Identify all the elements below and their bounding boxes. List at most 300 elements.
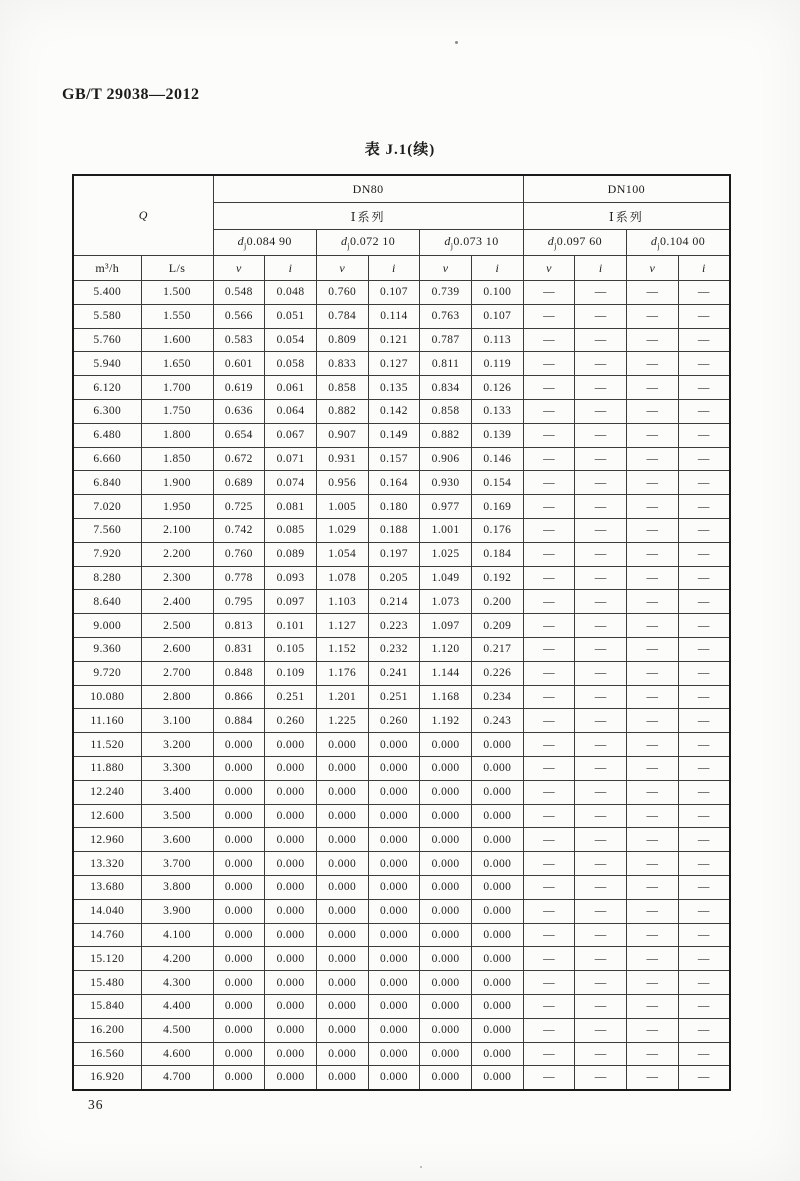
- cell-value: 0.000: [420, 1018, 472, 1042]
- header-q: Q: [73, 175, 213, 256]
- cell-value: 0.188: [368, 518, 420, 542]
- cell-flow-m3h: 13.320: [73, 852, 141, 876]
- cell-value: 0.071: [265, 447, 317, 471]
- cell-value: 0.809: [316, 328, 368, 352]
- cell-value: 0.000: [213, 1018, 265, 1042]
- cell-value: 0.784: [316, 304, 368, 328]
- cell-value: 0.931: [316, 447, 368, 471]
- cell-value: 1.127: [316, 614, 368, 638]
- diameter-symbol: d: [547, 234, 555, 249]
- cell-value: 0.654: [213, 423, 265, 447]
- cell-flow-ls: 2.800: [141, 685, 213, 709]
- cell-flow-ls: 2.600: [141, 637, 213, 661]
- cell-value: 0.000: [316, 733, 368, 757]
- cell-value: —: [575, 328, 627, 352]
- cell-value: 0.184: [471, 542, 523, 566]
- cell-value: —: [523, 661, 575, 685]
- cell-flow-m3h: 5.580: [73, 304, 141, 328]
- header-i: i: [471, 256, 523, 281]
- cell-value: 0.067: [265, 423, 317, 447]
- cell-value: —: [627, 1066, 679, 1090]
- cell-value: —: [627, 899, 679, 923]
- cell-value: —: [575, 637, 627, 661]
- cell-value: 0.000: [420, 780, 472, 804]
- table-row: [73, 614, 730, 638]
- cell-value: —: [575, 590, 627, 614]
- cell-value: 0.739: [420, 281, 472, 305]
- cell-value: 0.000: [471, 780, 523, 804]
- diameter-symbol: d: [340, 234, 348, 249]
- cell-value: 0.000: [316, 899, 368, 923]
- cell-value: —: [678, 733, 730, 757]
- hydraulic-data-table: [72, 174, 731, 1091]
- cell-value: 0.000: [368, 947, 420, 971]
- table-row: [73, 399, 730, 423]
- cell-value: 0.200: [471, 590, 523, 614]
- cell-flow-ls: 3.600: [141, 828, 213, 852]
- cell-value: 0.000: [420, 756, 472, 780]
- cell-value: —: [575, 423, 627, 447]
- cell-value: 0.209: [471, 614, 523, 638]
- table-row: [73, 518, 730, 542]
- cell-value: —: [523, 971, 575, 995]
- table-row: [73, 304, 730, 328]
- cell-value: —: [523, 947, 575, 971]
- cell-value: —: [627, 590, 679, 614]
- cell-flow-m3h: 16.920: [73, 1066, 141, 1090]
- cell-value: 0.000: [265, 994, 317, 1018]
- cell-flow-m3h: 11.880: [73, 756, 141, 780]
- table-row: [73, 542, 730, 566]
- cell-value: 0.000: [213, 828, 265, 852]
- cell-value: 0.858: [316, 376, 368, 400]
- cell-value: —: [523, 399, 575, 423]
- cell-value: 0.930: [420, 471, 472, 495]
- cell-flow-ls: 4.600: [141, 1042, 213, 1066]
- cell-value: 0.000: [368, 1018, 420, 1042]
- cell-value: —: [678, 709, 730, 733]
- header-v: v: [213, 256, 265, 281]
- cell-value: —: [627, 756, 679, 780]
- cell-value: 0.000: [471, 899, 523, 923]
- cell-value: 0.000: [420, 947, 472, 971]
- cell-flow-m3h: 16.200: [73, 1018, 141, 1042]
- cell-value: 0.956: [316, 471, 368, 495]
- cell-flow-ls: 3.900: [141, 899, 213, 923]
- cell-value: —: [627, 637, 679, 661]
- cell-flow-m3h: 14.040: [73, 899, 141, 923]
- cell-flow-ls: 1.750: [141, 399, 213, 423]
- cell-value: 0.636: [213, 399, 265, 423]
- cell-value: —: [627, 495, 679, 519]
- cell-flow-m3h: 6.480: [73, 423, 141, 447]
- cell-value: 1.201: [316, 685, 368, 709]
- cell-value: —: [575, 447, 627, 471]
- cell-value: 0.000: [368, 756, 420, 780]
- cell-value: —: [627, 542, 679, 566]
- cell-value: 0.000: [265, 828, 317, 852]
- cell-flow-ls: 1.900: [141, 471, 213, 495]
- cell-value: —: [627, 947, 679, 971]
- cell-value: 1.152: [316, 637, 368, 661]
- table-row: [73, 471, 730, 495]
- cell-value: 0.882: [316, 399, 368, 423]
- cell-value: 0.000: [420, 971, 472, 995]
- cell-flow-m3h: 6.840: [73, 471, 141, 495]
- cell-value: —: [523, 590, 575, 614]
- cell-value: 0.813: [213, 614, 265, 638]
- cell-value: 0.000: [471, 994, 523, 1018]
- cell-value: —: [575, 352, 627, 376]
- cell-flow-m3h: 8.280: [73, 566, 141, 590]
- cell-value: —: [627, 971, 679, 995]
- cell-value: 0.000: [265, 733, 317, 757]
- cell-value: —: [627, 1018, 679, 1042]
- cell-flow-m3h: 5.400: [73, 281, 141, 305]
- cell-flow-m3h: 5.760: [73, 328, 141, 352]
- cell-value: —: [678, 590, 730, 614]
- cell-value: 0.205: [368, 566, 420, 590]
- cell-value: 0.000: [471, 1042, 523, 1066]
- cell-value: —: [678, 495, 730, 519]
- cell-value: —: [523, 685, 575, 709]
- cell-value: 0.858: [420, 399, 472, 423]
- cell-value: 0.000: [471, 947, 523, 971]
- cell-value: 1.103: [316, 590, 368, 614]
- table-row: [73, 590, 730, 614]
- cell-value: 0.000: [265, 1018, 317, 1042]
- cell-value: —: [575, 709, 627, 733]
- cell-value: —: [575, 899, 627, 923]
- cell-value: —: [678, 994, 730, 1018]
- cell-value: —: [523, 471, 575, 495]
- cell-value: —: [523, 281, 575, 305]
- cell-value: 0.107: [471, 304, 523, 328]
- cell-value: 0.157: [368, 447, 420, 471]
- table-row: [73, 1042, 730, 1066]
- cell-value: —: [678, 780, 730, 804]
- cell-flow-ls: 3.100: [141, 709, 213, 733]
- cell-flow-m3h: 10.080: [73, 685, 141, 709]
- cell-value: 0.000: [213, 780, 265, 804]
- cell-value: —: [575, 281, 627, 305]
- table-row: [73, 637, 730, 661]
- cell-value: 0.725: [213, 495, 265, 519]
- cell-flow-m3h: 12.600: [73, 804, 141, 828]
- table-row: [73, 685, 730, 709]
- cell-value: —: [678, 352, 730, 376]
- cell-value: —: [523, 1018, 575, 1042]
- cell-flow-m3h: 15.480: [73, 971, 141, 995]
- cell-value: 0.760: [316, 281, 368, 305]
- table-row: [73, 852, 730, 876]
- cell-value: 0.977: [420, 495, 472, 519]
- cell-value: 0.848: [213, 661, 265, 685]
- cell-value: 1.078: [316, 566, 368, 590]
- cell-value: 0.763: [420, 304, 472, 328]
- cell-value: —: [523, 733, 575, 757]
- cell-value: 0.000: [420, 733, 472, 757]
- header-v: v: [523, 256, 575, 281]
- cell-flow-ls: 1.850: [141, 447, 213, 471]
- cell-value: 0.217: [471, 637, 523, 661]
- cell-flow-ls: 3.700: [141, 852, 213, 876]
- cell-value: 0.105: [265, 637, 317, 661]
- cell-value: —: [575, 304, 627, 328]
- cell-value: 0.831: [213, 637, 265, 661]
- cell-value: —: [627, 875, 679, 899]
- cell-value: 0.119: [471, 352, 523, 376]
- cell-value: —: [523, 1042, 575, 1066]
- cell-value: —: [523, 518, 575, 542]
- cell-flow-ls: 4.500: [141, 1018, 213, 1042]
- cell-value: —: [627, 1042, 679, 1066]
- cell-flow-m3h: 16.560: [73, 1042, 141, 1066]
- cell-value: 0.100: [471, 281, 523, 305]
- cell-value: —: [523, 875, 575, 899]
- scan-speck: [455, 41, 458, 44]
- cell-value: 0.000: [420, 923, 472, 947]
- cell-value: 0.000: [368, 733, 420, 757]
- cell-value: —: [678, 1018, 730, 1042]
- cell-value: 0.000: [316, 804, 368, 828]
- cell-value: —: [678, 518, 730, 542]
- cell-value: —: [523, 899, 575, 923]
- header-unit-ls: L/s: [141, 256, 213, 281]
- table-row: [73, 376, 730, 400]
- cell-value: 0.064: [265, 399, 317, 423]
- cell-flow-m3h: 7.920: [73, 542, 141, 566]
- cell-value: 1.029: [316, 518, 368, 542]
- cell-value: —: [627, 304, 679, 328]
- table-row: [73, 281, 730, 305]
- cell-value: 0.000: [368, 852, 420, 876]
- cell-value: —: [575, 756, 627, 780]
- header-series-dn100: Ⅰ系列: [523, 203, 730, 230]
- cell-value: 0.000: [420, 994, 472, 1018]
- cell-value: —: [678, 281, 730, 305]
- cell-flow-m3h: 15.840: [73, 994, 141, 1018]
- cell-value: —: [678, 756, 730, 780]
- page-number: 36: [88, 1097, 104, 1112]
- header-i: i: [368, 256, 420, 281]
- cell-value: 0.135: [368, 376, 420, 400]
- cell-value: 0.107: [368, 281, 420, 305]
- table-row: [73, 661, 730, 685]
- cell-value: 1.225: [316, 709, 368, 733]
- cell-value: 0.000: [471, 756, 523, 780]
- diameter-symbol: d: [650, 234, 658, 249]
- cell-value: —: [678, 852, 730, 876]
- table-row: [73, 566, 730, 590]
- cell-value: 0.074: [265, 471, 317, 495]
- cell-flow-m3h: 14.760: [73, 923, 141, 947]
- cell-value: —: [523, 709, 575, 733]
- cell-value: —: [575, 804, 627, 828]
- cell-value: 0.085: [265, 518, 317, 542]
- cell-value: —: [627, 352, 679, 376]
- cell-value: 0.149: [368, 423, 420, 447]
- cell-value: 0.133: [471, 399, 523, 423]
- cell-value: —: [523, 542, 575, 566]
- cell-value: 0.113: [471, 328, 523, 352]
- header-diameter-4: [523, 230, 626, 256]
- cell-value: —: [575, 923, 627, 947]
- cell-value: 0.000: [368, 1042, 420, 1066]
- cell-value: —: [523, 352, 575, 376]
- cell-value: 0.811: [420, 352, 472, 376]
- scan-speck: [420, 1166, 422, 1168]
- cell-value: —: [678, 1042, 730, 1066]
- cell-value: —: [678, 304, 730, 328]
- cell-value: —: [627, 685, 679, 709]
- cell-flow-ls: 1.700: [141, 376, 213, 400]
- cell-value: —: [575, 685, 627, 709]
- table-row: [73, 994, 730, 1018]
- table-row: [73, 709, 730, 733]
- cell-value: —: [575, 566, 627, 590]
- cell-flow-m3h: 15.120: [73, 947, 141, 971]
- cell-value: 0.833: [316, 352, 368, 376]
- cell-value: 0.884: [213, 709, 265, 733]
- cell-value: 0.000: [471, 1066, 523, 1090]
- table-row: [73, 328, 730, 352]
- cell-value: 0.000: [316, 1066, 368, 1090]
- cell-value: 0.000: [213, 1042, 265, 1066]
- cell-value: —: [523, 423, 575, 447]
- cell-value: 0.114: [368, 304, 420, 328]
- cell-value: 0.000: [471, 733, 523, 757]
- cell-value: 0.214: [368, 590, 420, 614]
- cell-value: —: [627, 399, 679, 423]
- cell-value: 0.000: [471, 828, 523, 852]
- diameter-subscript: j: [347, 241, 350, 251]
- cell-value: —: [627, 376, 679, 400]
- header-diameter-3: [420, 230, 523, 256]
- cell-value: —: [627, 614, 679, 638]
- cell-value: —: [575, 661, 627, 685]
- cell-value: 0.146: [471, 447, 523, 471]
- cell-flow-ls: 4.300: [141, 971, 213, 995]
- header-diameter-2: [316, 230, 419, 256]
- cell-value: 0.000: [420, 899, 472, 923]
- cell-flow-m3h: 7.560: [73, 518, 141, 542]
- cell-value: 0.000: [265, 780, 317, 804]
- cell-value: 0.907: [316, 423, 368, 447]
- cell-value: 0.000: [213, 804, 265, 828]
- cell-value: —: [523, 495, 575, 519]
- cell-value: —: [678, 447, 730, 471]
- cell-flow-ls: 1.950: [141, 495, 213, 519]
- cell-value: —: [575, 1042, 627, 1066]
- cell-flow-ls: 3.800: [141, 875, 213, 899]
- cell-value: —: [627, 780, 679, 804]
- cell-value: 0.787: [420, 328, 472, 352]
- cell-value: —: [627, 994, 679, 1018]
- cell-value: 0.121: [368, 328, 420, 352]
- cell-flow-ls: 2.400: [141, 590, 213, 614]
- cell-value: 0.000: [213, 994, 265, 1018]
- cell-value: 0.241: [368, 661, 420, 685]
- diameter-value: 0.072 10: [349, 234, 396, 249]
- cell-value: 0.000: [316, 994, 368, 1018]
- cell-value: 0.000: [368, 875, 420, 899]
- cell-value: 1.120: [420, 637, 472, 661]
- cell-flow-ls: 4.200: [141, 947, 213, 971]
- cell-value: 1.049: [420, 566, 472, 590]
- cell-value: 0.795: [213, 590, 265, 614]
- cell-value: 0.566: [213, 304, 265, 328]
- cell-value: 0.000: [316, 1042, 368, 1066]
- table-row: [73, 923, 730, 947]
- cell-value: 1.054: [316, 542, 368, 566]
- header-v: v: [420, 256, 472, 281]
- cell-value: —: [523, 304, 575, 328]
- cell-value: —: [575, 994, 627, 1018]
- header-row-dn: [73, 175, 730, 203]
- cell-value: 1.192: [420, 709, 472, 733]
- cell-flow-ls: 1.650: [141, 352, 213, 376]
- table-row: [73, 495, 730, 519]
- cell-value: 0.054: [265, 328, 317, 352]
- diameter-subscript: j: [554, 241, 557, 251]
- cell-value: 0.000: [265, 756, 317, 780]
- header-dn80: DN80: [213, 175, 523, 203]
- cell-value: 0.000: [265, 875, 317, 899]
- cell-value: —: [523, 447, 575, 471]
- cell-value: 1.073: [420, 590, 472, 614]
- table-body: [73, 281, 730, 1090]
- cell-value: 0.000: [368, 899, 420, 923]
- cell-flow-ls: 1.800: [141, 423, 213, 447]
- cell-flow-ls: 3.400: [141, 780, 213, 804]
- cell-flow-m3h: 11.160: [73, 709, 141, 733]
- cell-flow-m3h: 9.360: [73, 637, 141, 661]
- diameter-value: 0.084 90: [246, 234, 292, 249]
- cell-value: 0.048: [265, 281, 317, 305]
- header-dn100: DN100: [523, 175, 730, 203]
- cell-value: —: [575, 471, 627, 495]
- cell-value: —: [678, 376, 730, 400]
- cell-value: 0.000: [420, 852, 472, 876]
- cell-value: 0.000: [471, 852, 523, 876]
- cell-value: 0.000: [368, 994, 420, 1018]
- cell-value: 0.000: [368, 780, 420, 804]
- cell-flow-m3h: 5.940: [73, 352, 141, 376]
- cell-value: —: [523, 994, 575, 1018]
- cell-value: —: [523, 328, 575, 352]
- cell-value: 0.000: [213, 923, 265, 947]
- header-v: v: [627, 256, 679, 281]
- cell-value: —: [575, 518, 627, 542]
- cell-value: —: [627, 828, 679, 852]
- cell-value: —: [627, 852, 679, 876]
- cell-value: 0.000: [213, 733, 265, 757]
- cell-value: 0.866: [213, 685, 265, 709]
- cell-value: 0.097: [265, 590, 317, 614]
- cell-value: 0.000: [316, 875, 368, 899]
- cell-value: 0.000: [213, 947, 265, 971]
- cell-value: 0.109: [265, 661, 317, 685]
- table-row: [73, 875, 730, 899]
- cell-value: —: [575, 828, 627, 852]
- cell-value: 0.139: [471, 423, 523, 447]
- cell-value: —: [575, 614, 627, 638]
- cell-value: 0.169: [471, 495, 523, 519]
- cell-value: 0.000: [420, 1066, 472, 1090]
- diameter-value: 0.104 00: [659, 234, 706, 249]
- cell-value: 0.000: [368, 923, 420, 947]
